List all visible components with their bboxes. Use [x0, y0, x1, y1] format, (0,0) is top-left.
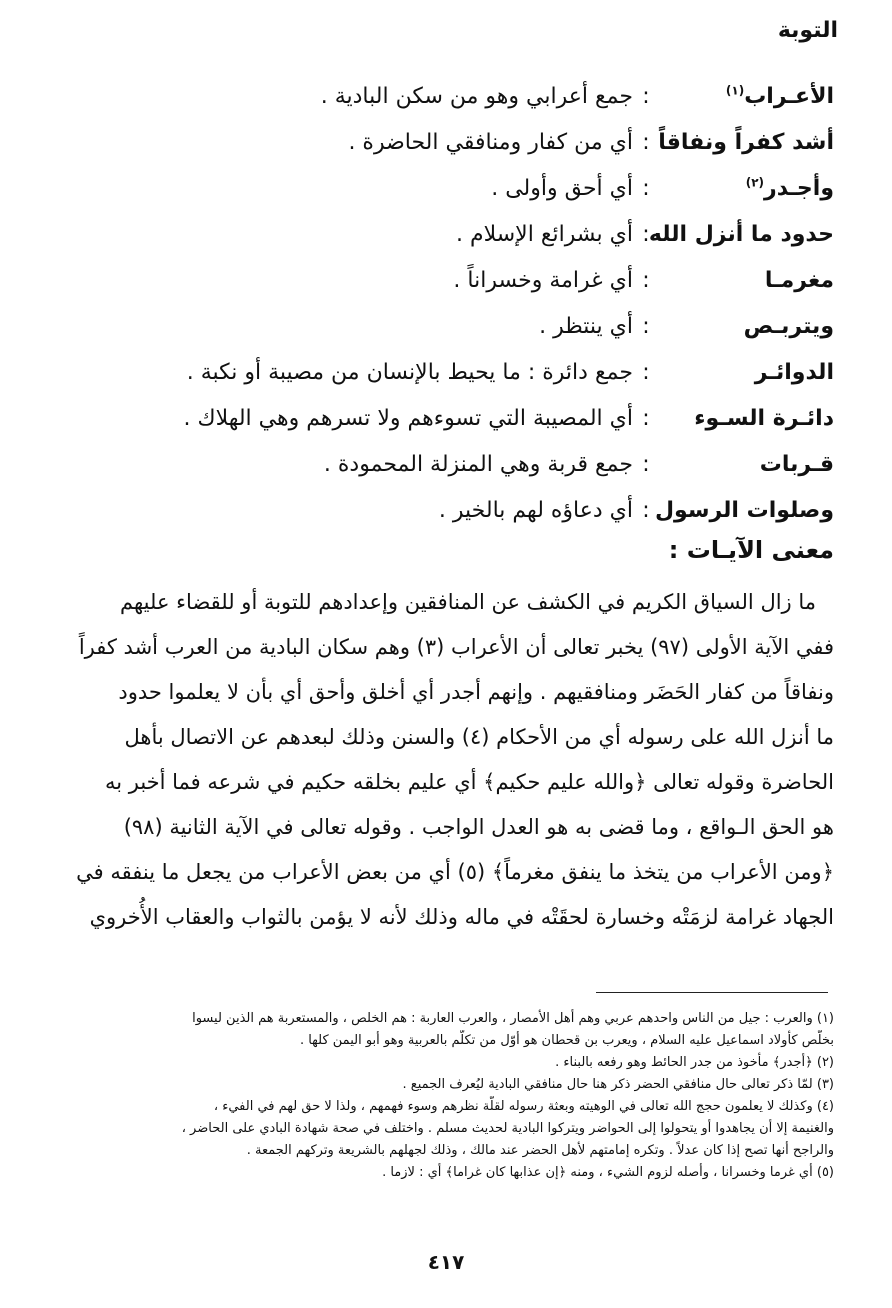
glossary-term: دائـرة السـوء	[694, 406, 834, 431]
footnotes	[56, 1008, 834, 1184]
glossary-row	[54, 442, 834, 488]
glossary-row	[54, 304, 834, 350]
body-line: الحاضرة وقوله تعالى ﴿والله عليم حكيم﴾ أي عليم بخلقه حكيم في شرعه فما أخبر به	[104, 770, 834, 794]
glossary-term: قـربات	[759, 452, 834, 477]
glossary-term: وأجـدر$^{(٢)}$	[745, 175, 834, 201]
glossary-row	[54, 350, 834, 396]
body-paragraph	[56, 580, 834, 940]
glossary-separator: :	[642, 268, 650, 293]
glossary-definition: أي دعاؤه لهم بالخير .	[438, 498, 633, 523]
glossary-separator: :	[642, 176, 650, 201]
glossary-definition: أي أحق وأولى .	[491, 176, 633, 201]
glossary-row	[54, 74, 834, 120]
footnote-line: (٢) ﴿أجدر﴾ مأخوذ من جدر الحائط وهو رفعه بالبناء .	[555, 1055, 834, 1070]
glossary-definition: أي بشرائع الإسلام .	[456, 222, 633, 247]
glossary-term: أشد كفراً ونفاقاً	[658, 130, 834, 155]
glossary-separator: :	[642, 498, 650, 523]
glossary-definition: أي ينتظر .	[539, 314, 633, 339]
glossary-separator: :	[642, 222, 650, 247]
body-line: ما زال السياق الكريم في الكشف عن المنافقين وإعدادهم للتوبة أو للقضاء عليهم	[120, 590, 816, 614]
glossary-row	[54, 166, 834, 212]
glossary-row	[54, 488, 834, 534]
glossary-term: حدود ما أنزل الله	[648, 222, 834, 247]
glossary-row	[54, 212, 834, 258]
footnote-line: والراجح أنها تصح إذا كان عدلاً . وتكره إمامتهم لأهل الحضر عند مالك ، وذلك لجهلهم بالشريعة وتركهم الجمعة .	[246, 1143, 834, 1158]
glossary-definition: جمع دائرة : ما يحيط بالإنسان من مصيبة أو نكبة .	[186, 360, 633, 385]
footnote-marker: (١)	[725, 83, 745, 98]
glossary-separator: :	[642, 130, 650, 155]
glossary-row	[54, 120, 834, 166]
glossary-term: وصلوات الرسول	[654, 498, 834, 523]
glossary-term: الأعـراب$^{(١)}$	[725, 83, 834, 109]
glossary-definition: جمع أعرابي وهو من سكن البادية .	[320, 84, 633, 109]
footnote-line: (٣) لمّا ذكر تعالى حال منافقي الحضر ذكر هنا حال منافقي البادية ليُعرف الجميع .	[402, 1077, 834, 1092]
glossary-list	[54, 74, 834, 534]
glossary-row	[54, 258, 834, 304]
footnote-line: (٤) وكذلك لا يعلمون حجج الله تعالى في الوهيته وبعثة رسوله لقلّة نظرهم وسوء فهمهم ، ولذا لا حق لهم في الفيء ،	[213, 1099, 834, 1114]
body-line: هو الحق الـواقع ، وما قضى به هو العدل الواجب . وقوله تعالى في الآية الثانية (٩٨)	[123, 815, 834, 839]
glossary-row	[54, 396, 834, 442]
glossary-definition: أي غرامة وخسراناً .	[453, 268, 633, 293]
body-line: ما أنزل الله على رسوله أي من الأحكام (٤) والسنن وذلك لبعدهم عن الاتصال بأهل	[124, 725, 834, 749]
page-number: ٤١٧	[427, 1250, 465, 1274]
glossary-separator: :	[642, 314, 650, 339]
glossary-separator: :	[642, 452, 650, 477]
glossary-term: الدوائـر	[754, 360, 834, 385]
footnote-marker: (٢)	[745, 175, 765, 190]
running-head: التوبة	[777, 18, 838, 43]
glossary-separator: :	[642, 84, 650, 109]
footnote-line: (١) والعرب : جيل من الناس واحدهم عربي وهم أهل الأمصار ، والعرب العاربة : هم الخلص ، والمستعربة هم الذين ليسوا	[192, 1011, 834, 1026]
section-title: معنى الآيـات :	[668, 536, 834, 564]
glossary-definition: أي المصيبة التي تسوءهم ولا تسرهم وهي الهلاك .	[183, 406, 633, 431]
footnote-line: والغنيمة إلا أن يجاهدوا أو يتحولوا إلى الحواضر ويتركوا البادية لحديث مسلم . واختلف في صحة شهادة البادي على الحاضر ،	[181, 1121, 834, 1136]
body-line: الجهاد غرامة لزمَتْه وخسارة لحقَتْه في ماله وذلك لأنه لا يؤمن بالثواب والعقاب الأُخروي	[89, 905, 834, 929]
glossary-term: ويتربـص	[743, 314, 834, 339]
footnote-line: (٥) أي غرما وخسرانا ، وأصله لزوم الشيء ، ومنه ﴿إن عذابها كان غراما﴾ أي : لازما .	[382, 1165, 834, 1180]
footnote-divider	[596, 992, 828, 993]
body-line: ﴿ومن الأعراب من يتخذ ما ينفق مغرماً﴾ (٥) أي من بعض الأعراب من يجعل ما ينفقه في	[76, 860, 834, 884]
glossary-definition: أي من كفار ومنافقي الحاضرة .	[348, 130, 633, 155]
glossary-separator: :	[642, 406, 650, 431]
glossary-definition: جمع قربة وهي المنزلة المحمودة .	[323, 452, 633, 477]
footnote-line: بخلّص كأولاد اسماعيل عليه السلام ، ويعرب بن قحطان هو أوّل من تكلّم بالعربية وهو أبو اليمن كلها .	[299, 1033, 834, 1048]
glossary-term: مغرمـا	[764, 268, 834, 293]
body-line: ونفاقاً من كفار الحَضَر ومنافقيهم . وإنهم أجدر أي أخلق وأحق أي بأن لا يعلموا حدود	[118, 680, 834, 704]
glossary-separator: :	[642, 360, 650, 385]
body-line: ففي الآية الأولى (٩٧) يخبر تعالى أن الأعراب (٣) وهم سكان البادية من العرب أشد كفراً	[78, 635, 834, 659]
